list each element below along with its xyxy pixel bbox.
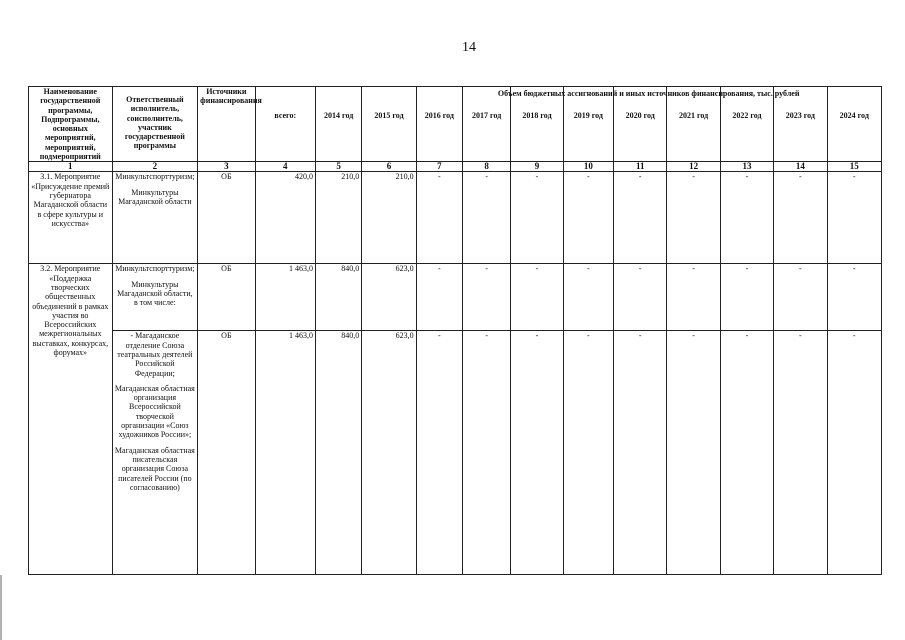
header-year-2014: 2014 год bbox=[315, 87, 361, 162]
row-executor bbox=[112, 264, 198, 331]
budget-table bbox=[28, 86, 882, 575]
row-2019: - bbox=[563, 172, 613, 264]
column-number: 14 bbox=[774, 162, 827, 172]
header-year-2020: 2020 год bbox=[614, 87, 667, 162]
row-2022: - bbox=[720, 264, 773, 331]
row-2018: - bbox=[511, 264, 563, 331]
header-year-2015: 2015 год bbox=[362, 87, 416, 162]
row-2024: - bbox=[827, 264, 881, 331]
row-2018: - bbox=[511, 331, 563, 575]
table-row bbox=[29, 331, 882, 575]
column-number: 12 bbox=[667, 162, 720, 172]
row-source: ОБ bbox=[198, 172, 255, 264]
executor-line: Минкультспорттуризм; bbox=[115, 264, 195, 274]
column-number: 10 bbox=[563, 162, 613, 172]
column-number: 2 bbox=[112, 162, 198, 172]
row-2015: 623,0 bbox=[362, 331, 416, 575]
row-2022: - bbox=[720, 172, 773, 264]
row-2016: - bbox=[416, 264, 462, 331]
row-2020: - bbox=[614, 264, 667, 331]
row-2018: - bbox=[511, 172, 563, 264]
row-2016: - bbox=[416, 172, 462, 264]
header-total: всего: bbox=[255, 87, 315, 162]
column-number: 11 bbox=[614, 162, 667, 172]
column-number: 4 bbox=[255, 162, 315, 172]
header-year-2024: 2024 год bbox=[827, 87, 881, 162]
header-year-2023: 2023 год bbox=[774, 87, 827, 162]
header-year-2018: 2018 год bbox=[511, 87, 563, 162]
row-2024: - bbox=[827, 331, 881, 575]
table-header-row bbox=[29, 87, 882, 162]
row-name: 3.2. Мероприятие «Поддержка творческих общественных объединений в рамках участия во Всероссийских межрегиональных выставках, конкурсах, форумах» bbox=[29, 264, 113, 575]
row-2019: - bbox=[563, 331, 613, 575]
row-2021: - bbox=[667, 264, 720, 331]
column-number: 13 bbox=[720, 162, 773, 172]
row-2017: - bbox=[462, 264, 510, 331]
column-number: 6 bbox=[362, 162, 416, 172]
column-number: 8 bbox=[462, 162, 510, 172]
executor-line: Минкультуры Магаданской области, в том числе: bbox=[117, 279, 193, 308]
row-2014: 840,0 bbox=[315, 331, 361, 575]
row-2016: - bbox=[416, 331, 462, 575]
row-2022: - bbox=[720, 331, 773, 575]
row-2023: - bbox=[774, 264, 827, 331]
row-total: 1 463,0 bbox=[255, 264, 315, 331]
executor-line: - Магаданское отделение Союза театральных деятелей Российской Федерации; bbox=[117, 331, 193, 378]
header-year-2017: 2017 год bbox=[462, 87, 510, 162]
row-total: 420,0 bbox=[255, 172, 315, 264]
column-number: 7 bbox=[416, 162, 462, 172]
executor-line: Магаданская областная организация Всероссийской творческой организации «Союз художников России»; bbox=[114, 383, 195, 440]
column-number: 15 bbox=[827, 162, 881, 172]
header-volume: Объем бюджетных ассигнований и иных источников финансирования, тыс. рублей bbox=[497, 89, 800, 98]
row-2023: - bbox=[774, 331, 827, 575]
column-number: 3 bbox=[198, 162, 255, 172]
row-2015: 623,0 bbox=[362, 264, 416, 331]
header-year-2019: 2019 год bbox=[563, 87, 613, 162]
row-executor bbox=[112, 172, 198, 264]
row-2020: - bbox=[614, 331, 667, 575]
row-2015: 210,0 bbox=[362, 172, 416, 264]
row-2014: 210,0 bbox=[315, 172, 361, 264]
row-2017: - bbox=[462, 331, 510, 575]
row-2014: 840,0 bbox=[315, 264, 361, 331]
row-2020: - bbox=[614, 172, 667, 264]
executor-line: Магаданская областная писательская организация Союза писателей России (по согласованию) bbox=[114, 445, 195, 492]
row-name: 3.1. Мероприятие «Присуждение премий губернатора Магаданской области в сфере культуры и искусства» bbox=[29, 172, 113, 264]
column-number: 1 bbox=[29, 162, 113, 172]
page-number: 14 bbox=[462, 40, 476, 55]
column-number-row bbox=[29, 162, 882, 172]
table-row bbox=[29, 172, 882, 264]
column-number: 9 bbox=[511, 162, 563, 172]
row-2019: - bbox=[563, 264, 613, 331]
header-year-2016-label: 2016 год bbox=[424, 111, 454, 120]
row-executor bbox=[112, 331, 198, 575]
executor-line: Минкультспорттуризм; bbox=[115, 172, 195, 182]
header-year-2022: 2022 год bbox=[720, 87, 773, 162]
row-2021: - bbox=[667, 172, 720, 264]
row-source: ОБ bbox=[198, 264, 255, 331]
column-number: 5 bbox=[315, 162, 361, 172]
table-row bbox=[29, 264, 882, 331]
scan-edge-mark bbox=[0, 575, 2, 640]
header-name: Наименование государственной программы, Подпрограммы, основных мероприятий, мероприятий, подмероприятий bbox=[29, 87, 113, 162]
row-2017: - bbox=[462, 172, 510, 264]
row-2021: - bbox=[667, 331, 720, 575]
header-executor: Ответственный исполнитель, соисполнитель, участник государственной программы bbox=[112, 87, 198, 162]
row-total: 1 463,0 bbox=[255, 331, 315, 575]
executor-line: Минкультуры Магаданской области bbox=[118, 187, 192, 206]
row-source: ОБ bbox=[198, 331, 255, 575]
row-2023: - bbox=[774, 172, 827, 264]
header-sources: Источники финансирования bbox=[198, 87, 255, 162]
row-2024: - bbox=[827, 172, 881, 264]
header-year-2021: 2021 год bbox=[667, 87, 720, 162]
